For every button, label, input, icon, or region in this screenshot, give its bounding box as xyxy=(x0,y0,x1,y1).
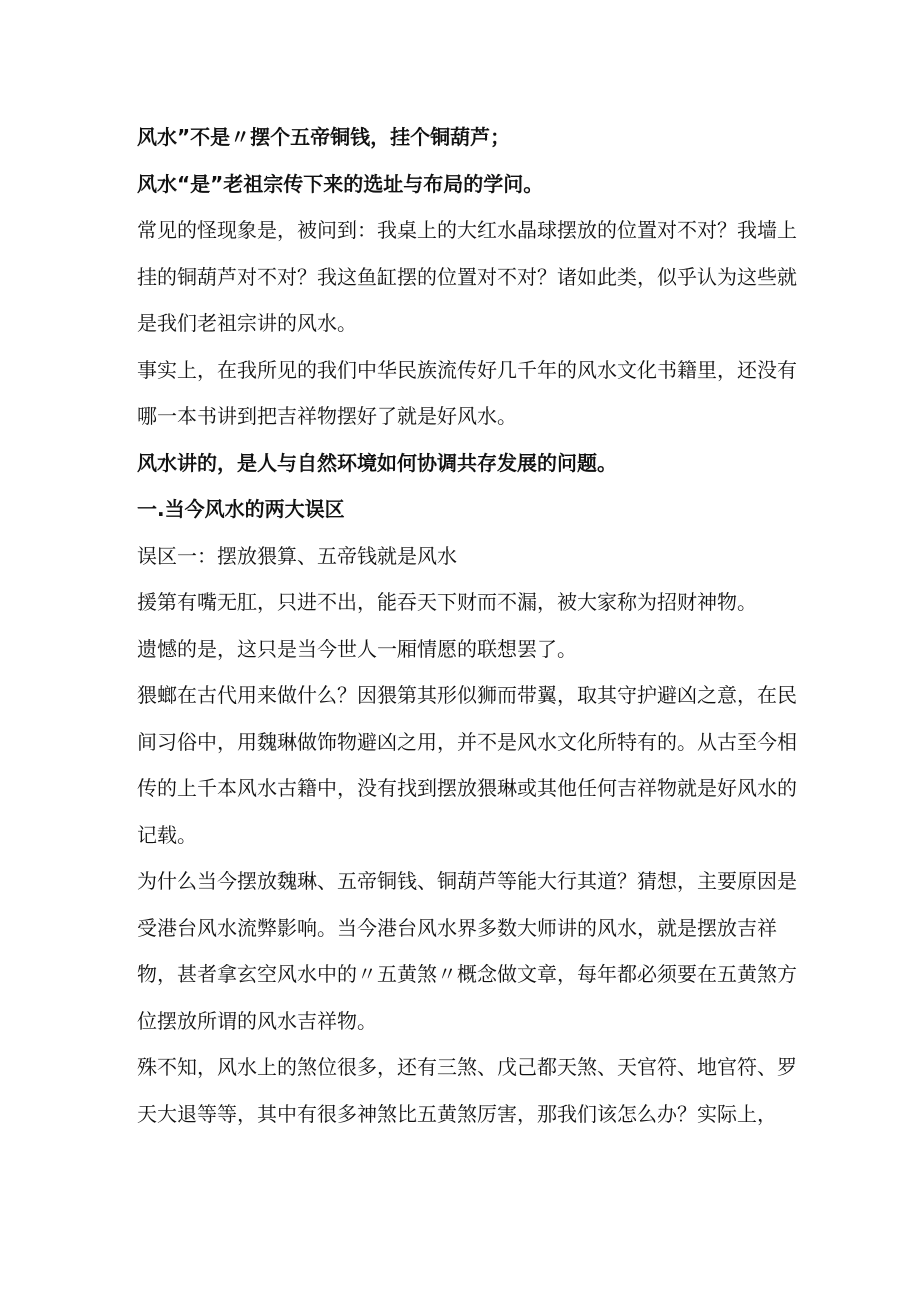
paragraph-pixiu-description: 援第有嘴无肛，只进不出，能吞天下财而不漏，被大家称为招财神物。 xyxy=(137,590,757,614)
heading-not-fengshui: 风水”不是〃摆个五帝铜钱，挂个铜葫芦； xyxy=(137,125,511,149)
section-title-two-misconceptions: 一.当今风水的两大误区 xyxy=(137,497,345,521)
heading-is-fengshui: 风水“是”老祖宗传下来的选址与布局的学问。 xyxy=(137,171,544,196)
paragraph-ancient-use: 猥螂在古代用来做什么？因猥第其形似狮而带翼，取其守护避凶之意，在民间习俗中，用魏琳做饰物避凶之用，并不是风水文化所特有的。从古至今相传的上千本风水古籍中，没有找到摆放猥琳或其他任何吉祥物就是好风水的记载。 xyxy=(137,683,797,847)
subsection-misconception-one: 误区一：摆放猥算、五帝钱就是风水 xyxy=(137,543,457,568)
paragraph-regret: 遗憾的是，这只是当今世人一厢情愿的联想罢了。 xyxy=(137,636,577,661)
paragraph-in-fact: 事实上，在我所见的我们中华民族流传好几千年的风水文化书籍里，还没有哪一本书讲到把吉祥物摆好了就是好风水。 xyxy=(137,357,797,428)
document-body xyxy=(137,114,797,1137)
paragraph-common-misconception: 常见的怪现象是，被问到：我桌上的大红水晶球摆放的位置对不对？我墙上挂的铜葫芦对不对？我这鱼缸摆的位置对不对？诸如此类，似乎认为这些就是我们老祖宗讲的风水。 xyxy=(137,218,797,335)
paragraph-many-sha: 殊不知，风水上的煞位很多，还有三煞、戊己都天煞、天官符、地官符、罗天大退等等，其中有很多神煞比五黄煞厉害，那我们该怎么办？实际上， xyxy=(137,1055,797,1126)
heading-fengshui-definition: 风水讲的，是人与自然环境如何协调共存发展的问题。 xyxy=(137,450,617,475)
paragraph-why-popular: 为什么当今摆放魏琳、五帝铜钱、铜葫芦等能大行其道？猜想，主要原因是受港台风水流弊影响。当今港台风水界多数大师讲的风水，就是摆放吉祥物，甚者拿玄空风水中的〃五黄煞〃概念做文章，每年都必须要在五黄煞方位摆放所谓的风水吉祥物。 xyxy=(137,869,797,1033)
